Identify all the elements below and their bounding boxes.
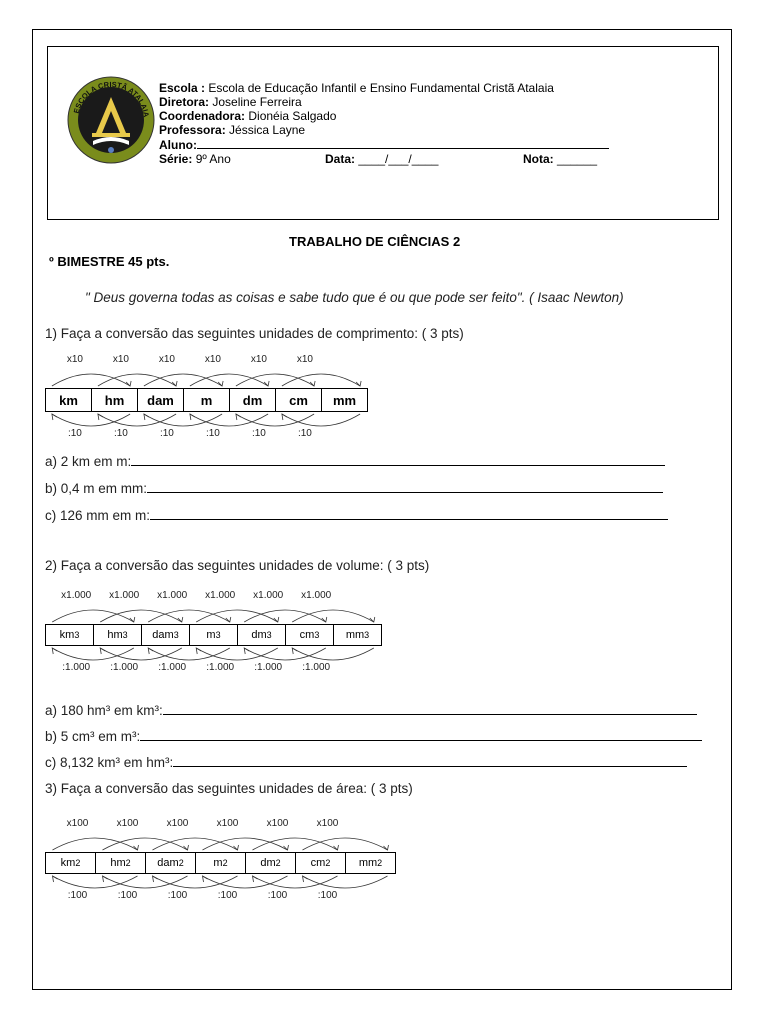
arrowhead <box>144 414 149 420</box>
divisor-label: :1.000 <box>302 662 331 673</box>
multiply-arrow <box>244 610 326 622</box>
q2-c-label: c) 8,132 km³ em hm³: <box>45 755 174 770</box>
q3-prompt: 3) Faça a conversão das seguintes unidades de área: ( 3 pts) <box>45 781 413 796</box>
multiply-arrow <box>236 374 314 386</box>
multiplier-label: x100 <box>166 818 189 829</box>
unit-cell-m: m 3 <box>189 624 238 646</box>
aluno-field[interactable] <box>197 137 609 149</box>
multiply-arrow <box>144 374 222 386</box>
divisor-label: :100 <box>317 890 338 901</box>
q1-a-answer[interactable] <box>131 454 665 466</box>
unit-cell-cm: cm <box>275 388 322 412</box>
unit-cell-km: km 3 <box>45 624 94 646</box>
unit-cell-mm: mm 2 <box>345 852 396 874</box>
multiplier-label: x1.000 <box>157 590 188 601</box>
divisor-label: :100 <box>67 890 88 901</box>
professora-label: Professora: <box>159 123 226 137</box>
multiplier-label: x10 <box>250 354 267 365</box>
multiply-arrow <box>153 838 238 850</box>
multiplier-label: x10 <box>112 354 129 365</box>
multiply-arrow <box>196 610 278 622</box>
divisor-label: :10 <box>251 428 266 439</box>
q2-b-label: b) 5 cm³ em m³: <box>45 729 141 744</box>
unit-cell-hm: hm 2 <box>95 852 146 874</box>
arrowhead <box>203 876 208 882</box>
serie-value: 9º Ano <box>195 152 231 166</box>
divide-arrow <box>196 648 278 660</box>
arrowhead <box>244 648 249 654</box>
arrowhead <box>98 414 103 420</box>
q1-prompt: 1) Faça a conversão das seguintes unidades de comprimento: ( 3 pts) <box>45 326 464 341</box>
multiplier-label: x1.000 <box>301 590 332 601</box>
escola-value: Escola de Educação Infantil e Ensino Fundamental Cristã Atalaia <box>208 81 554 95</box>
unit-cell-mm: mm <box>321 388 368 412</box>
divide-arrow <box>103 876 188 888</box>
divisor-label: :100 <box>117 890 138 901</box>
arrowhead <box>148 648 153 654</box>
bimestre-heading: º BIMESTRE 45 pts. <box>49 254 170 269</box>
q1-b-answer[interactable] <box>147 481 663 493</box>
multiply-arrow <box>52 374 130 386</box>
multiply-arrow <box>98 374 176 386</box>
worksheet-page <box>32 29 732 990</box>
multiply-arrow <box>203 838 288 850</box>
unit-cell-dam: dam 3 <box>141 624 190 646</box>
multiplier-label: x1.000 <box>109 590 140 601</box>
q2-b-answer[interactable] <box>140 729 702 741</box>
divide-arrow <box>153 876 238 888</box>
multiply-arrow <box>100 610 182 622</box>
divide-arrow <box>236 414 314 426</box>
divide-arrow <box>144 414 222 426</box>
multiplier-label: x10 <box>204 354 221 365</box>
unit-cell-dm: dm 3 <box>237 624 286 646</box>
divisor-label: :10 <box>159 428 174 439</box>
q1-b-label: b) 0,4 m em mm: <box>45 481 148 496</box>
multiply-arrow <box>303 838 388 850</box>
divide-arrow <box>52 414 130 426</box>
divisor-label: :1.000 <box>62 662 91 673</box>
arrowhead <box>236 414 241 420</box>
header-info <box>159 81 609 166</box>
divide-arrow <box>244 648 326 660</box>
unit-cell-km: km <box>45 388 92 412</box>
multiply-arrow <box>292 610 374 622</box>
divisor-label: :1.000 <box>254 662 283 673</box>
multiplier-label: x1.000 <box>205 590 236 601</box>
serie-label: Série: <box>159 152 193 166</box>
unit-cell-dam: dam 2 <box>145 852 196 874</box>
divide-arrow <box>98 414 176 426</box>
q2-item-b <box>45 729 702 744</box>
q2-a-label: a) 180 hm³ em km³: <box>45 703 163 718</box>
unit-cell-cm: cm 2 <box>295 852 346 874</box>
divide-arrow <box>203 876 288 888</box>
multiplier-label: x100 <box>116 818 139 829</box>
divisor-label: :1.000 <box>158 662 187 673</box>
multiplier-label: x100 <box>66 818 89 829</box>
multiply-arrow <box>253 838 338 850</box>
multiplier-label: x10 <box>66 354 83 365</box>
multiplier-label: x10 <box>296 354 313 365</box>
divisor-label: :1.000 <box>110 662 139 673</box>
q1-item-a <box>45 454 665 469</box>
q2-a-answer[interactable] <box>163 703 697 715</box>
arrowhead <box>153 876 158 882</box>
arrowhead <box>190 414 195 420</box>
q1-a-label: a) 2 km em m: <box>45 454 132 469</box>
multiply-arrow <box>282 374 360 386</box>
professora-value: Jéssica Layne <box>229 123 306 137</box>
multiplier-label: x1.000 <box>253 590 284 601</box>
multiplier-label: x100 <box>316 818 339 829</box>
page-title: TRABALHO DE CIÊNCIAS 2 <box>289 234 461 249</box>
divide-arrow <box>52 648 134 660</box>
unit-row <box>45 852 396 874</box>
divisor-label: :1.000 <box>206 662 235 673</box>
divisor-label: :100 <box>217 890 238 901</box>
arrowhead <box>292 648 297 654</box>
school-header <box>47 46 719 220</box>
unit-cell-dam: dam <box>137 388 184 412</box>
arrowhead <box>52 414 57 420</box>
divisor-label: :100 <box>167 890 188 901</box>
unit-cell-mm: mm 3 <box>333 624 382 646</box>
unit-cell-hm: hm 3 <box>93 624 142 646</box>
escola-label: Escola : <box>159 81 206 95</box>
multiplier-label: x1.000 <box>61 590 92 601</box>
arrowhead <box>53 876 58 882</box>
divide-arrow <box>292 648 374 660</box>
multiply-arrow <box>53 838 138 850</box>
quote: " Deus governa todas as coisas e sabe tudo que é ou que pode ser feito". ( Isaac Newton) <box>85 290 624 305</box>
multiplier-label: x100 <box>216 818 239 829</box>
multiply-arrow <box>190 374 268 386</box>
unit-row <box>45 388 368 412</box>
divisor-label: :10 <box>297 428 312 439</box>
diretora-label: Diretora: <box>159 95 210 109</box>
nota-label: Nota: <box>523 152 554 166</box>
data-label: Data: <box>325 152 356 166</box>
q2-item-a <box>45 703 697 718</box>
unit-cell-cm: cm 3 <box>285 624 334 646</box>
arrowhead <box>52 648 57 654</box>
divide-arrow <box>190 414 268 426</box>
unit-row <box>45 624 382 646</box>
unit-cell-dm: dm <box>229 388 276 412</box>
volume-conversion-diagram <box>45 584 405 680</box>
arrowhead <box>196 648 201 654</box>
q2-item-c <box>45 755 687 770</box>
coordenadora-label: Coordenadora: <box>159 109 246 123</box>
divide-arrow <box>253 876 338 888</box>
arrowhead <box>103 876 108 882</box>
logo-text: ESCOLA CRISTÃ ATALAIA <box>71 79 151 118</box>
multiply-arrow <box>103 838 188 850</box>
unit-cell-km: km 2 <box>45 852 96 874</box>
divisor-label: :10 <box>67 428 82 439</box>
q1-item-c <box>45 508 668 523</box>
divisor-label: :10 <box>205 428 220 439</box>
nota-field[interactable]: ______ <box>557 152 598 166</box>
arrowhead <box>282 414 287 420</box>
unit-cell-m: m <box>183 388 230 412</box>
arrowhead <box>253 876 258 882</box>
q1-item-b <box>45 481 663 496</box>
multiplier-label: x100 <box>266 818 289 829</box>
aluno-label: Aluno: <box>159 138 197 152</box>
unit-cell-dm: dm 2 <box>245 852 296 874</box>
multiplier-label: x10 <box>158 354 175 365</box>
coordenadora-value: Dionéia Salgado <box>248 109 337 123</box>
multiply-arrow <box>148 610 230 622</box>
length-conversion-diagram <box>45 352 385 442</box>
divide-arrow <box>100 648 182 660</box>
q1-c-answer[interactable] <box>150 508 668 520</box>
arrowhead <box>100 648 105 654</box>
divide-arrow <box>148 648 230 660</box>
divisor-label: :100 <box>267 890 288 901</box>
area-conversion-diagram <box>45 812 405 908</box>
arrowhead <box>303 876 308 882</box>
q1-c-label: c) 126 mm em m: <box>45 508 151 523</box>
divide-arrow <box>282 414 360 426</box>
multiply-arrow <box>52 610 134 622</box>
divide-arrow <box>303 876 388 888</box>
unit-cell-hm: hm <box>91 388 138 412</box>
diretora-value: Joseline Ferreira <box>212 95 302 109</box>
school-logo <box>66 75 156 165</box>
q2-prompt: 2) Faça a conversão das seguintes unidades de volume: ( 3 pts) <box>45 558 430 573</box>
unit-cell-m: m 2 <box>195 852 246 874</box>
divisor-label: :10 <box>113 428 128 439</box>
divide-arrow <box>53 876 138 888</box>
q2-c-answer[interactable] <box>173 755 687 767</box>
data-field[interactable]: ____/___/____ <box>358 152 439 166</box>
